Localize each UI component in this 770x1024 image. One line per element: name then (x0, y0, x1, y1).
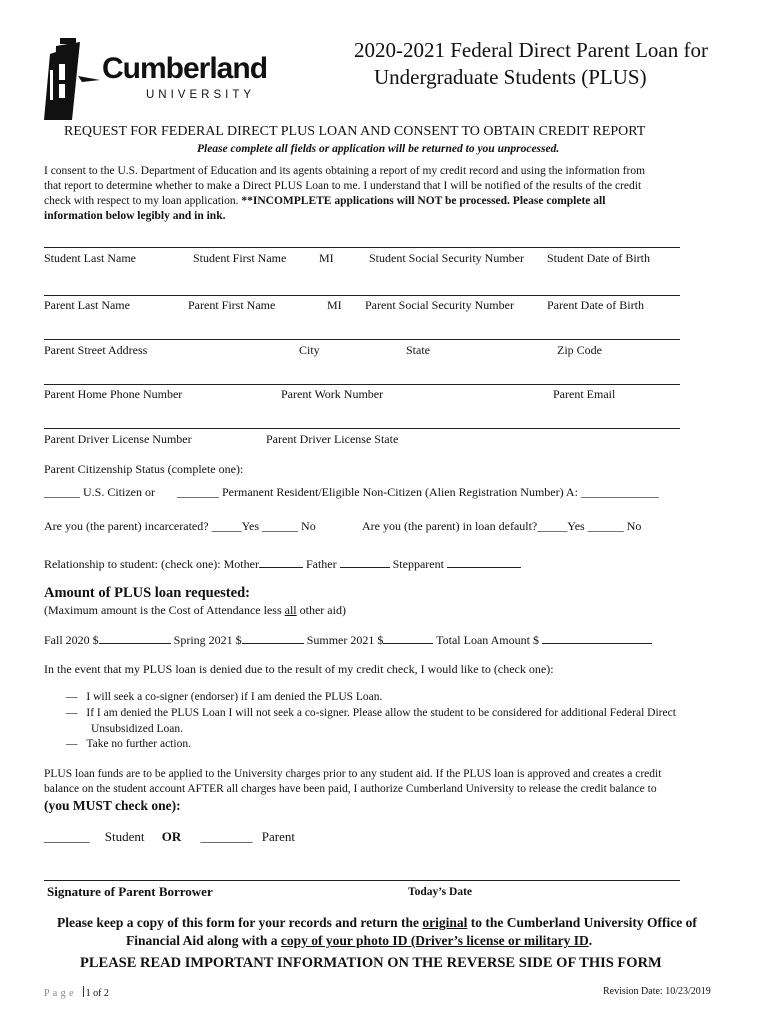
consent-paragraph (44, 164, 744, 224)
page-divider (83, 986, 84, 997)
amount-heading: Amount of PLUS loan requested: (44, 585, 250, 601)
revision-date: Revision Date: 10/23/2019 (603, 986, 711, 997)
field-line-row1[interactable] (44, 247, 680, 248)
denied-prompt: In the event that my PLUS loan is denied due to the result of my credit check, I would like to (check one): (44, 662, 554, 676)
funds-must-check: (you MUST check one): (44, 798, 181, 813)
page-word: P a g e (44, 988, 75, 999)
label-work-number: Parent Work Number (281, 387, 384, 401)
student-label: Student (104, 829, 145, 844)
date-label: Today’s Date (408, 886, 473, 898)
field-line-row4[interactable] (44, 384, 680, 385)
funds-paragraph (44, 767, 661, 797)
loan-default-question[interactable]: Are you (the parent) in loan default?_____Yes ______ No (362, 519, 642, 533)
stepparent-blank[interactable] (447, 557, 521, 568)
form-title-line2: Undergraduate Students (PLUS) (374, 65, 647, 89)
field-line-row3[interactable] (44, 339, 680, 340)
field-line-row2[interactable] (44, 295, 680, 296)
option-dash: — (66, 738, 78, 750)
label-zip: Zip Code (557, 343, 602, 357)
instruction-text: Please complete all fields or application will be returned to you unprocessed. (197, 143, 560, 155)
consent-line: information below legibly and in ink. (44, 210, 226, 222)
consent-line: that report to determine whether to make a Direct PLUS Loan to me. I understand that I will be notified of the results of the credit (44, 180, 642, 192)
page-footer (44, 986, 109, 999)
bell-tower-icon (42, 36, 104, 120)
label-parent-first-name: Parent First Name (188, 298, 276, 312)
signature-line[interactable] (44, 880, 680, 881)
student-blank[interactable]: _______ (44, 829, 90, 844)
label-state: State (406, 343, 430, 357)
or-label: OR (161, 829, 182, 844)
total-amount-field[interactable] (542, 633, 652, 644)
spring-amount-field[interactable] (242, 633, 304, 644)
parent-label: Parent (261, 829, 295, 844)
consent-line: I consent to the U.S. Department of Education and its agents obtaining a report of my credit record and using the information from (44, 165, 646, 177)
label-home-phone: Parent Home Phone Number (44, 387, 183, 401)
request-heading: REQUEST FOR FEDERAL DIRECT PLUS LOAN AND CONSENT TO OBTAIN CREDIT REPORT (64, 124, 646, 139)
label-parent-last-name: Parent Last Name (44, 298, 130, 312)
option-dash: — (66, 691, 78, 703)
label-parent-street: Parent Street Address (44, 343, 148, 357)
denied-option-no-cosigner[interactable]: — If I am denied the PLUS Loan I will not seek a co-signer. Please allow the student to be considered for additional Federal Direct (66, 707, 676, 719)
denied-option-no-action[interactable]: — Take no further action. (66, 738, 191, 750)
label-student-first-name: Student First Name (193, 251, 287, 265)
denied-option-cosigner[interactable]: — I will seek a co-signer (endorser) if I am denied the PLUS Loan. (66, 691, 383, 703)
signature-label: Signature of Parent Borrower (47, 884, 213, 899)
parent-blank[interactable]: ________ (200, 829, 253, 844)
funds-line: PLUS loan funds are to be applied to the University charges prior to any student aid. If the PLUS loan is approved and creates a credit (44, 768, 662, 780)
amount-note: (Maximum amount is the Cost of Attendance less all other aid) (44, 603, 346, 617)
consent-line: check with respect to my loan application. **INCOMPLETE applications will NOT be processed. Please complete all (44, 195, 606, 207)
summer-amount-field[interactable] (383, 633, 433, 644)
closing-line1: Please keep a copy of this form for your records and return the original to the Cumberland University Office of (57, 915, 697, 930)
field-line-row5[interactable] (44, 428, 680, 429)
logo-subtitle: UNIVERSITY (146, 89, 256, 101)
relationship-question[interactable]: Relationship to student: (check one): Mother Father Stepparent (44, 557, 521, 572)
release-choice (44, 829, 295, 845)
university-logo (42, 36, 277, 108)
label-city: City (299, 343, 320, 357)
label-student-last-name: Student Last Name (44, 251, 136, 265)
funds-line: balance on the student account AFTER all charges have been paid, I authorize Cumberland University to release the credit balance to (44, 783, 657, 795)
citizenship-us-citizen[interactable]: ______ U.S. Citizen or (44, 485, 155, 499)
father-blank[interactable] (340, 557, 390, 568)
label-driver-license-state: Parent Driver License State (266, 432, 399, 446)
page-number: 1 of 2 (85, 988, 109, 999)
closing-line3: PLEASE READ IMPORTANT INFORMATION ON THE REVERSE SIDE OF THIS FORM (80, 955, 662, 971)
option-dash: — (66, 707, 78, 719)
citizenship-label: Parent Citizenship Status (complete one): (44, 462, 244, 476)
citizenship-permanent-resident[interactable]: _______ Permanent Resident/Eligible Non-Citizen (Alien Registration Number) A: _____________ (177, 485, 659, 499)
mother-blank[interactable] (259, 557, 303, 568)
label-student-ssn: Student Social Security Number (369, 251, 524, 265)
label-parent-ssn: Parent Social Security Number (365, 298, 514, 312)
label-parent-mi: MI (327, 298, 342, 312)
logo-wordmark: Cumberland (102, 52, 268, 85)
closing-line2: Financial Aid along with a copy of your photo ID (Driver’s license or military ID. (126, 933, 593, 948)
label-parent-dob: Parent Date of Birth (547, 298, 644, 312)
label-student-dob: Student Date of Birth (547, 251, 650, 265)
denied-option-no-cosigner-cont: Unsubsidized Loan. (91, 723, 183, 735)
amount-fields: Fall 2020 $ Spring 2021 $ Summer 2021 $ Total Loan Amount $ (44, 633, 652, 648)
label-student-mi: MI (319, 251, 334, 265)
form-title-line1: 2020-2021 Federal Direct Parent Loan for (354, 38, 708, 62)
fall-amount-field[interactable] (99, 633, 171, 644)
incarcerated-question[interactable]: Are you (the parent) incarcerated? _____Yes ______ No (44, 519, 316, 533)
label-driver-license-number: Parent Driver License Number (44, 432, 192, 446)
label-parent-email: Parent Email (553, 387, 616, 401)
